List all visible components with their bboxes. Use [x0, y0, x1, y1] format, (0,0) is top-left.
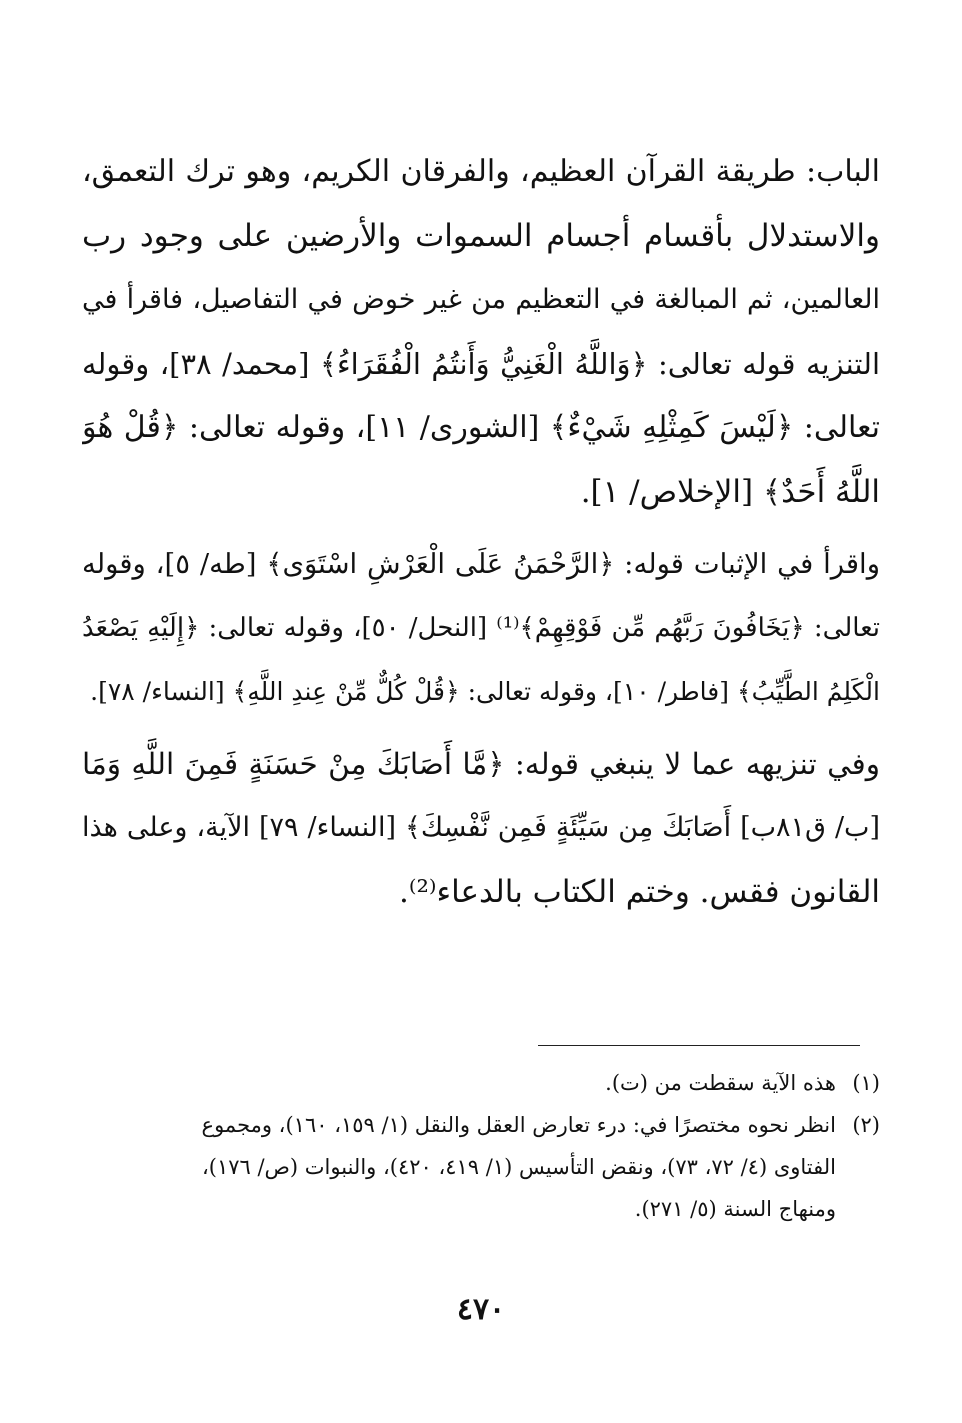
footnote-text: ومنهاج السنة (٥/ ٢٧١). — [634, 1197, 836, 1221]
text-line: وفي تنزيهه عما لا ينبغي قوله: ﴿مَّا أَصَابَكَ مِنْ حَسَنَةٍ فَمِنَ اللَّهِ وَمَا — [82, 747, 880, 781]
text-line: والاستدلال بأقسام أجسام السموات والأرضين على وجود رب — [82, 218, 880, 254]
text-line: الباب: طريقة القرآن العظيم، والفرقان الكريم، وهو ترك التعمق، — [82, 154, 880, 189]
footnotes — [82, 1062, 880, 1230]
footnote-1 — [82, 1062, 880, 1104]
text-line: [ب/ ق٨١ب] أَصَابَكَ مِن سَيِّئَةٍ فَمِن نَّفْسِكَ﴾ [النساء/ ٧٩] الآية، وعلى هذا — [82, 812, 880, 843]
paragraph-2 — [82, 532, 880, 724]
footnote-text: انظر نحوه مختصرًا في: درء تعارض العقل والنقل (١/ ١٥٩، ١٦٠)، ومجموع — [201, 1113, 836, 1137]
text-line: العالمين، ثم المبالغة في التعظيم من غير خوض في التفاصيل، فاقرأ في — [82, 284, 880, 315]
footnote-text: هذه الآية سقطت من (ت). — [605, 1071, 836, 1095]
main-text — [82, 140, 880, 924]
text-line: الْكَلِمُ الطَّيِّبُ﴾ [فاطر/ ١٠]، وقوله تعالى: ﴿قُلْ كُلٌّ مِّنْ عِندِ اللَّهِ﴾ [النساء/ ٧٨]. — [90, 677, 880, 706]
footnote-text: الفتاوى (٤/ ٧٢، ٧٣)، ونقض التأسيس (١/ ٤١٩، ٤٢٠)، والنبوات (ص/ ١٧٦)، — [201, 1155, 836, 1179]
text-line: تعالى: ﴿يَخَافُونَ رَبَّهُم مِّن فَوْقِهِمْ﴾⁽¹⁾ [النحل/ ٥٠]، وقوله تعالى: ﴿إِلَيْهِ يَصْعَدُ — [82, 613, 880, 643]
text-line: التنزيه قوله تعالى: ﴿وَاللَّهُ الْغَنِيُّ وَأَنتُمُ الْفُقَرَاءُ﴾ [محمد/ ٣٨]، وقوله — [82, 347, 880, 381]
footnote-number: (١) — [852, 1071, 880, 1095]
paragraph-3 — [82, 732, 880, 924]
footnote-number: (٢) — [852, 1113, 880, 1137]
footnote-2 — [82, 1104, 880, 1146]
footnote-separator — [538, 1045, 860, 1046]
page-number: ٤٧٠ — [456, 1292, 506, 1327]
paragraph-1 — [82, 140, 880, 524]
text-line: واقرأ في الإثبات قوله: ﴿الرَّحْمَنُ عَلَى الْعَرْشِ اسْتَوَى﴾ [طه/ ٥]، وقوله — [82, 548, 880, 580]
text-line: تعالى: ﴿لَيْسَ كَمِثْلِهِ شَيْءٌ﴾ [الشورى/ ١١]، وقوله تعالى: ﴿قُلْ هُوَ — [82, 410, 880, 445]
text-line: اللَّهُ أَحَدٌ﴾ [الإخلاص/ ١]. — [580, 474, 880, 510]
text-line: القانون فقس. وختم الكتاب بالدعاء⁽²⁾. — [399, 874, 880, 910]
